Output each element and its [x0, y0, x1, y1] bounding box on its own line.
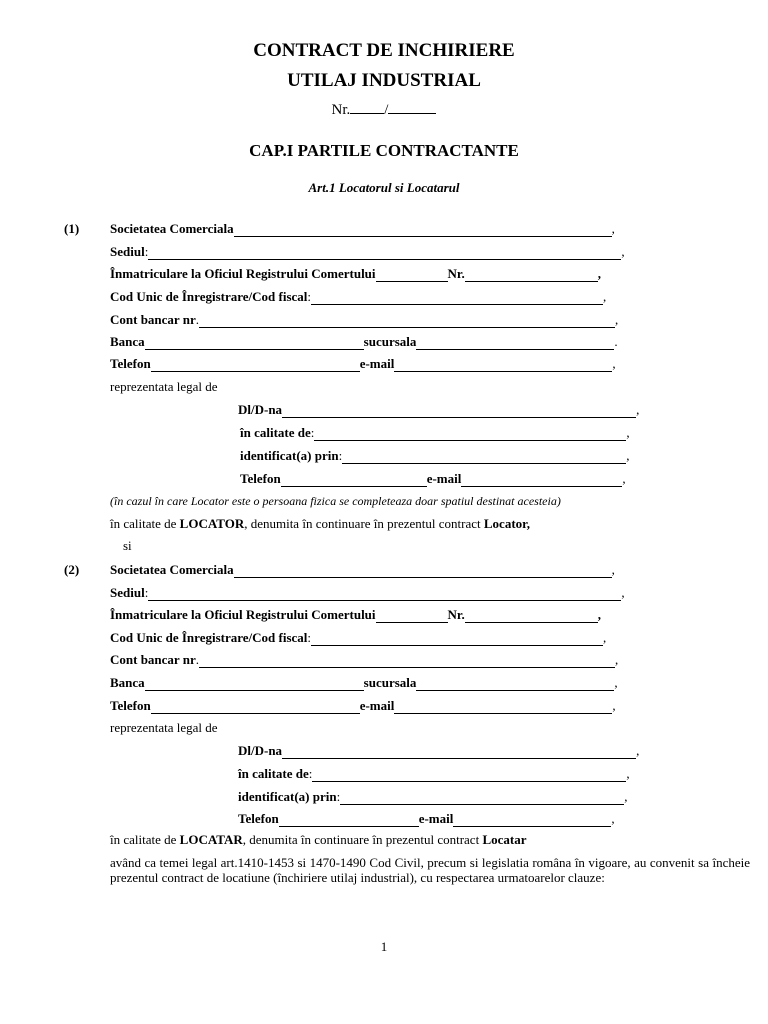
identificat-label: identificat(a) prin: [238, 789, 337, 804]
party-2-calitate-row: în calitate de : ,: [238, 766, 630, 781]
inmat-label: Înmatriculare la Oficiul Registrului Comertului: [110, 607, 376, 622]
party-2-repr: [110, 720, 218, 736]
calitate-label: în calitate de: [238, 766, 309, 781]
soc-label: Societatea Comerciala: [110, 562, 234, 577]
calitate-blank: [314, 428, 626, 441]
telefon2-blank: [279, 814, 419, 827]
party-2-sediu-row: Sediul : ,: [110, 585, 625, 600]
contract-number: [0, 101, 768, 119]
role-locatar: LOCATAR: [179, 832, 243, 847]
telefon-label: Telefon: [110, 698, 151, 713]
si-connector: si: [123, 538, 132, 553]
title-line-2: UTILAJ INDUSTRIAL: [287, 70, 481, 91]
party-2-number: (2): [64, 562, 80, 577]
identificat-blank: [342, 451, 626, 464]
email-blank: [394, 359, 612, 372]
closing-paragraph: având ca temei legal art.1410-1453 si 1470-1490 Cod Civil, precum si legislatia româna în vigoare, au convenit sa încheie prezentul contract de locatiune (închiriere utilaj industrial), cu respectarea urmatoarelor clauze:: [110, 855, 750, 885]
role-short: Locator,: [483, 516, 530, 531]
party-2-banca-row: Banca sucursala ,: [110, 675, 618, 690]
party-2-telefon-row: Telefon e-mail ,: [110, 698, 616, 713]
telefon2-label: Telefon: [238, 811, 279, 826]
title-line-1: CONTRACT DE INCHIRIERE: [253, 40, 515, 61]
party-2-dl-row: Dl/D-na ,: [238, 743, 640, 758]
party-1-number: (1): [64, 221, 80, 236]
party-2-identificat-row: identificat(a) prin : ,: [238, 789, 628, 804]
dl-blank: [282, 746, 636, 759]
sucursala-blank: [416, 678, 614, 691]
party-1-telefon-row: Telefon e-mail ,: [110, 356, 616, 371]
party-1-identificat-row: identificat(a) prin : ,: [240, 448, 630, 463]
soc-label: Societatea Comerciala: [110, 221, 234, 236]
inmat-nr-label: Nr.: [447, 266, 465, 281]
party-2-telefon2-row: Telefon e-mail ,: [238, 811, 615, 826]
page-number: 1: [380, 939, 388, 954]
party-1-cui-row: Cod Unic de Înregistrare/Cod fiscal : ,: [110, 289, 607, 304]
banca-label: Banca: [110, 334, 145, 349]
role-mid: , denumita în continuare în prezentul contract: [244, 516, 484, 531]
party-2-soc-row: Societatea Comerciala ,: [110, 562, 615, 577]
role-short: Locatar: [482, 832, 527, 847]
email-label: e-mail: [359, 698, 395, 713]
party-1-note: (în cazul în care Locator este o persoana fizica se completeaza doar spatiul destinat acesteia): [110, 494, 561, 508]
email-blank: [394, 701, 612, 714]
sediu-label: Sediul: [110, 244, 145, 259]
sucursala-label: sucursala: [363, 334, 417, 349]
repr-label: reprezentata legal de: [110, 379, 218, 394]
cui-label: Cod Unic de Înregistrare/Cod fiscal: [110, 630, 308, 645]
cont-label: Cont bancar nr: [110, 312, 196, 327]
sediu-label: Sediul: [110, 585, 145, 600]
soc-blank: [234, 565, 612, 578]
party-1-inmat-row: Înmatriculare la Oficiul Registrului Comertului Nr. ,: [110, 266, 601, 281]
email2-blank: [453, 814, 611, 827]
telefon-blank: [151, 359, 360, 372]
dl-label: Dl/D-na: [238, 402, 283, 417]
cui-label: Cod Unic de Înregistrare/Cod fiscal: [110, 289, 308, 304]
cui-blank: [311, 292, 603, 305]
party-1-banca-row: Banca sucursala .: [110, 334, 618, 349]
inmat-label: Înmatriculare la Oficiul Registrului Comertului: [110, 266, 376, 281]
inmat-blank: [376, 269, 448, 282]
party-1-dl-row: Dl/D-na ,: [238, 402, 640, 417]
email2-blank: [461, 474, 622, 487]
banca-label: Banca: [110, 675, 145, 690]
email-label: e-mail: [359, 356, 395, 371]
dl-blank: [282, 405, 636, 418]
dl-label: Dl/D-na: [238, 743, 283, 758]
party-1-soc-row: Societatea Comerciala ,: [110, 221, 615, 236]
party-1-repr: [110, 379, 218, 395]
party-1-telefon2-row: Telefon e-mail ,: [240, 471, 626, 486]
cui-blank: [311, 633, 603, 646]
cont-blank: [199, 655, 615, 668]
inmat-blank: [376, 610, 448, 623]
party-2-inmat-row: Înmatriculare la Oficiul Registrului Comertului Nr. ,: [110, 607, 601, 622]
inmat-nr-blank: [465, 610, 598, 623]
sediu-blank: [148, 247, 621, 260]
soc-blank: [234, 224, 612, 237]
party-2-role: [110, 832, 526, 848]
inmat-nr-blank: [465, 269, 598, 282]
role-locator: LOCATOR: [179, 516, 245, 531]
nr-separator: /: [384, 102, 389, 118]
chapter-heading: CAP.I PARTILE CONTRACTANTE: [249, 141, 519, 160]
party-2-cui-row: Cod Unic de Înregistrare/Cod fiscal : ,: [110, 630, 607, 645]
role-mid: , denumita în continuare în prezentul contract: [242, 832, 483, 847]
party-1-role: [110, 516, 530, 532]
telefon2-blank: [281, 474, 427, 487]
identificat-label: identificat(a) prin: [240, 448, 339, 463]
party-1-sediu-row: Sediul : ,: [110, 244, 625, 259]
calitate-blank: [312, 769, 626, 782]
telefon-blank: [151, 701, 360, 714]
identificat-blank: [340, 792, 624, 805]
banca-blank: [145, 678, 364, 691]
party-1-calitate-row: în calitate de : ,: [240, 425, 630, 440]
calitate-label: în calitate de: [240, 425, 311, 440]
telefon-label: Telefon: [110, 356, 151, 371]
role-pre: în calitate de: [110, 832, 180, 847]
party-2-cont-row: Cont bancar nr . ,: [110, 652, 619, 667]
email2-label: e-mail: [418, 811, 454, 826]
role-pre: în calitate de: [110, 516, 180, 531]
nr-blank-1: [350, 101, 384, 114]
nr-label: Nr.: [331, 102, 351, 118]
sediu-blank: [148, 588, 621, 601]
email2-label: e-mail: [426, 471, 462, 486]
nr-blank-2: [388, 101, 436, 114]
cont-label: Cont bancar nr: [110, 652, 196, 667]
banca-blank: [145, 337, 364, 350]
inmat-nr-label: Nr.: [447, 607, 465, 622]
sucursala-label: sucursala: [363, 675, 417, 690]
article-heading: Art.1 Locatorul si Locatarul: [308, 180, 460, 195]
party-1-cont-row: Cont bancar nr . ,: [110, 312, 619, 327]
repr-label: reprezentata legal de: [110, 720, 218, 735]
sucursala-blank: [416, 337, 614, 350]
cont-blank: [199, 315, 615, 328]
telefon2-label: Telefon: [240, 471, 281, 486]
